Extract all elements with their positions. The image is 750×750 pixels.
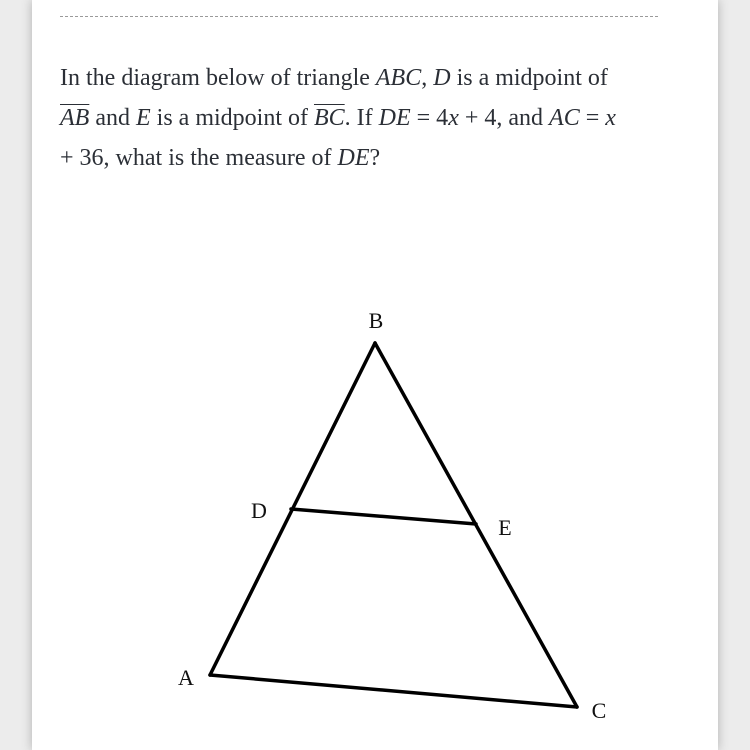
segment-ac	[210, 675, 577, 707]
math-ac: AC	[549, 105, 580, 131]
vertex-label-b: B	[368, 308, 384, 333]
text: , and	[496, 105, 550, 131]
text: ?	[369, 145, 381, 171]
text: and	[89, 105, 136, 131]
math-segment-bc: $\overline{BC}$	[313, 105, 345, 131]
math-segment-ab: $\overline{AB}$	[60, 105, 90, 131]
math-point-e: E	[135, 105, 151, 131]
text: , what is the measure of	[103, 145, 338, 171]
math-point-d: D	[433, 65, 451, 91]
math-triangle-abc: ABC	[375, 65, 422, 91]
vertex-label-d: D	[251, 498, 267, 523]
math-var-x: x	[605, 105, 616, 131]
math-eq: = 4	[410, 105, 449, 131]
text: In the diagram below of triangle	[60, 65, 376, 91]
text: is a midpoint of	[150, 105, 314, 131]
math-de-question: DE	[337, 145, 370, 171]
vertex-label-e: E	[498, 515, 512, 540]
math-plus: + 4	[458, 105, 497, 131]
math-var-x: x	[448, 105, 459, 131]
text: . If	[344, 105, 379, 131]
math-eq: =	[579, 105, 606, 131]
math-plus: + 36	[60, 145, 104, 171]
vertex-label-a: A	[178, 665, 194, 690]
text: is a midpoint of	[450, 65, 608, 91]
text: ,	[421, 65, 434, 91]
vertex-label-c: C	[591, 698, 607, 723]
segment-de	[291, 509, 476, 524]
math-de: DE	[378, 105, 411, 131]
